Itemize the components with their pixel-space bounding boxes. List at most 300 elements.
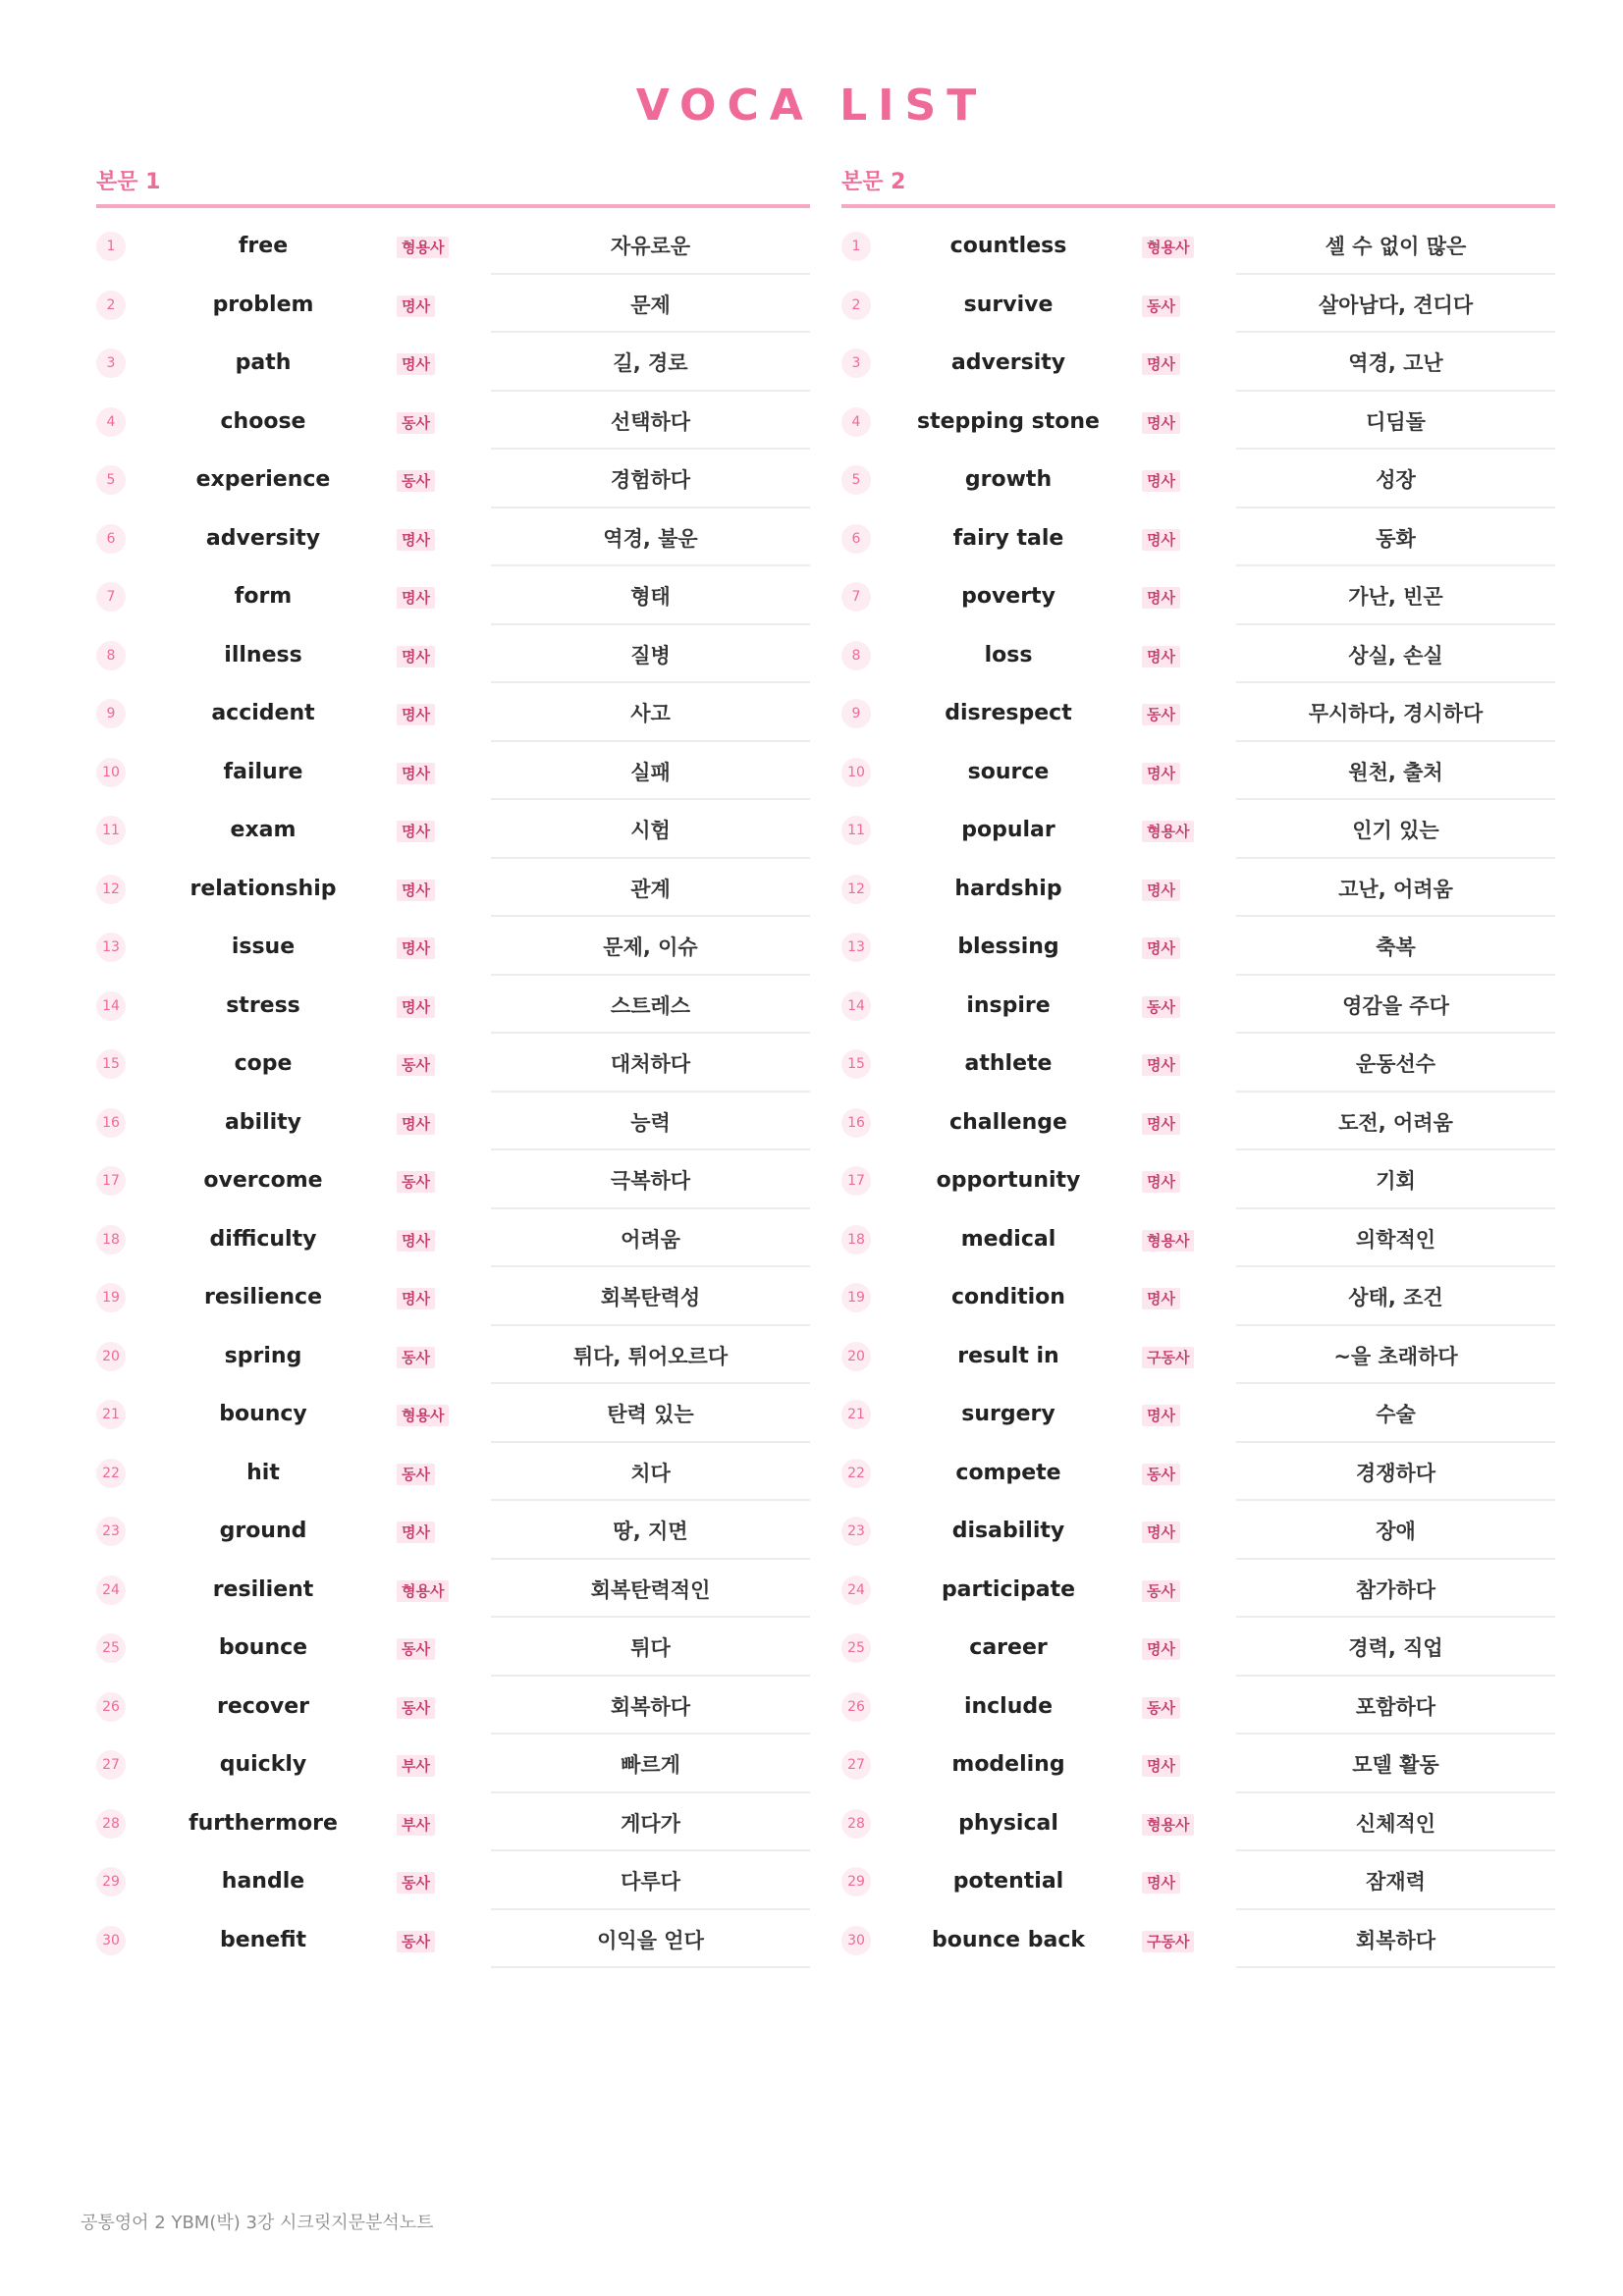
korean-meaning: 실패 <box>491 742 810 801</box>
vocab-row <box>96 1384 810 1443</box>
korean-meaning: 기회 <box>1236 1150 1555 1209</box>
english-word: adversity <box>205 525 321 551</box>
korean-meaning: 성장 <box>1236 450 1555 508</box>
korean-meaning: 다루다 <box>491 1851 810 1910</box>
item-number: 28 <box>96 1809 126 1839</box>
vocab-row <box>841 1209 1555 1268</box>
english-word: hardship <box>954 876 1062 901</box>
vocab-row <box>841 1326 1555 1385</box>
item-number: 11 <box>841 816 871 845</box>
part-of-speech-tag: 동사 <box>1142 1580 1180 1602</box>
vocab-row <box>96 859 810 918</box>
english-word: cope <box>234 1051 293 1076</box>
vocab-row <box>841 508 1555 567</box>
english-word: free <box>238 234 289 258</box>
item-number: 16 <box>841 1108 871 1138</box>
part-of-speech-tag: 형용사 <box>397 1580 449 1602</box>
korean-meaning: 모델 활동 <box>1236 1735 1555 1793</box>
korean-meaning: 고난, 어려움 <box>1236 859 1555 918</box>
korean-meaning: 도전, 어려움 <box>1236 1093 1555 1151</box>
korean-meaning: 셀 수 없이 많은 <box>1236 216 1555 275</box>
item-number: 13 <box>841 933 871 962</box>
item-number: 30 <box>96 1926 126 1955</box>
part-of-speech-tag: 명사 <box>397 529 435 551</box>
vocab-row <box>96 1501 810 1560</box>
section-divider <box>841 204 1555 208</box>
vocab-row <box>841 450 1555 508</box>
item-number: 14 <box>841 991 871 1021</box>
english-word: experience <box>195 467 331 492</box>
item-number: 23 <box>96 1517 126 1546</box>
item-number: 11 <box>96 816 126 845</box>
item-number: 6 <box>841 524 871 554</box>
english-word: illness <box>224 642 302 667</box>
vocab-row <box>841 800 1555 859</box>
english-word: source <box>967 759 1050 784</box>
vocab-row <box>841 275 1555 334</box>
item-number: 2 <box>96 291 126 320</box>
part-of-speech-tag: 명사 <box>397 821 435 842</box>
item-number: 12 <box>841 875 871 904</box>
english-word: athlete <box>964 1051 1053 1076</box>
english-word: growth <box>964 467 1053 492</box>
korean-meaning: 문제 <box>491 275 810 334</box>
part-of-speech-tag: 명사 <box>397 353 435 375</box>
vocab-row <box>841 976 1555 1035</box>
part-of-speech-tag: 동사 <box>1142 996 1180 1018</box>
korean-meaning: 대처하다 <box>491 1034 810 1093</box>
item-number: 16 <box>96 1108 126 1138</box>
part-of-speech-tag: 명사 <box>1142 470 1180 492</box>
part-of-speech-tag: 형용사 <box>1142 237 1194 258</box>
item-number: 3 <box>96 348 126 378</box>
korean-meaning: 문제, 이슈 <box>491 917 810 976</box>
item-number: 1 <box>841 232 871 261</box>
page-title: VOCA LIST <box>635 80 988 131</box>
korean-meaning: 이익을 얻다 <box>491 1910 810 1969</box>
vocab-row <box>96 800 810 859</box>
part-of-speech-tag: 명사 <box>397 704 435 725</box>
part-of-speech-tag: 형용사 <box>397 237 449 258</box>
vocab-row <box>841 1851 1555 1910</box>
vocab-row <box>96 1618 810 1677</box>
vocab-row <box>96 333 810 392</box>
korean-meaning: 축복 <box>1236 917 1555 976</box>
korean-meaning: 인기 있는 <box>1236 800 1555 859</box>
part-of-speech-tag: 명사 <box>1142 412 1180 434</box>
part-of-speech-tag: 형용사 <box>397 1405 449 1426</box>
vocab-row <box>96 392 810 451</box>
item-number: 30 <box>841 1926 871 1955</box>
english-word: form <box>234 584 293 609</box>
item-number: 26 <box>841 1692 871 1722</box>
part-of-speech-tag: 동사 <box>397 1697 435 1719</box>
item-number: 18 <box>841 1225 871 1255</box>
vocab-row <box>841 625 1555 684</box>
korean-meaning: 회복탄력성 <box>491 1267 810 1326</box>
item-number: 29 <box>841 1867 871 1896</box>
item-number: 9 <box>841 699 871 728</box>
vocab-row <box>841 1093 1555 1151</box>
korean-meaning: 경력, 직업 <box>1236 1618 1555 1677</box>
korean-meaning: 어려움 <box>491 1209 810 1268</box>
item-number: 19 <box>96 1283 126 1312</box>
vocab-row <box>96 976 810 1035</box>
vocab-row <box>841 917 1555 976</box>
korean-meaning: 관계 <box>491 859 810 918</box>
korean-meaning: 살아남다, 견디다 <box>1236 275 1555 334</box>
english-word: challenge <box>949 1109 1067 1135</box>
korean-meaning: 신체적인 <box>1236 1793 1555 1852</box>
item-number: 27 <box>96 1750 126 1780</box>
vocab-row <box>96 1677 810 1735</box>
vocab-row <box>96 1735 810 1793</box>
english-word: participate <box>941 1576 1076 1602</box>
korean-meaning: 회복하다 <box>491 1677 810 1735</box>
part-of-speech-tag: 동사 <box>397 412 435 434</box>
part-of-speech-tag: 동사 <box>397 1464 435 1485</box>
vocab-row <box>96 1910 810 1969</box>
vocab-row <box>96 742 810 801</box>
section-divider <box>96 204 810 208</box>
korean-meaning: 선택하다 <box>491 392 810 451</box>
english-word: bouncy <box>219 1402 307 1426</box>
part-of-speech-tag: 부사 <box>397 1814 435 1836</box>
item-number: 24 <box>96 1575 126 1605</box>
section-heading: 본문 2 <box>841 170 906 194</box>
item-number: 22 <box>841 1459 871 1488</box>
english-word: furthermore <box>189 1810 338 1836</box>
part-of-speech-tag: 동사 <box>397 1347 435 1368</box>
item-number: 19 <box>841 1283 871 1312</box>
korean-meaning: 참가하다 <box>1236 1560 1555 1619</box>
item-number: 29 <box>96 1867 126 1896</box>
english-word: problem <box>212 292 314 317</box>
vocab-row <box>841 1267 1555 1326</box>
part-of-speech-tag: 명사 <box>397 996 435 1018</box>
vocab-row <box>96 450 810 508</box>
vocab-row <box>841 216 1555 275</box>
part-of-speech-tag: 명사 <box>397 763 435 784</box>
english-word: disability <box>951 1519 1065 1543</box>
vocab-row <box>841 859 1555 918</box>
vocab-row <box>96 1560 810 1619</box>
korean-meaning: 땅, 지면 <box>491 1501 810 1560</box>
english-word: accident <box>211 701 315 725</box>
vocab-row <box>96 1093 810 1151</box>
korean-meaning: 역경, 고난 <box>1236 333 1555 392</box>
korean-meaning: 사고 <box>491 683 810 742</box>
part-of-speech-tag: 동사 <box>1142 295 1180 317</box>
item-number: 17 <box>96 1166 126 1196</box>
part-of-speech-tag: 명사 <box>1142 763 1180 784</box>
korean-meaning: 가난, 빈곤 <box>1236 566 1555 625</box>
korean-meaning: 잠재력 <box>1236 1851 1555 1910</box>
english-word: path <box>235 350 292 375</box>
english-word: poverty <box>961 584 1055 609</box>
korean-meaning: 역경, 불운 <box>491 508 810 567</box>
korean-meaning: 경쟁하다 <box>1236 1443 1555 1502</box>
vocab-row <box>96 1851 810 1910</box>
item-number: 22 <box>96 1459 126 1488</box>
korean-meaning: 수술 <box>1236 1384 1555 1443</box>
vocab-row <box>96 625 810 684</box>
korean-meaning: 회복탄력적인 <box>491 1560 810 1619</box>
item-number: 14 <box>96 991 126 1021</box>
item-number: 20 <box>96 1342 126 1371</box>
part-of-speech-tag: 명사 <box>397 880 435 901</box>
vocab-row <box>841 1501 1555 1560</box>
part-of-speech-tag: 동사 <box>397 470 435 492</box>
part-of-speech-tag: 형용사 <box>1142 1230 1194 1252</box>
item-number: 24 <box>841 1575 871 1605</box>
vocab-row <box>841 1150 1555 1209</box>
vocab-row <box>96 1793 810 1852</box>
vocab-row <box>841 1793 1555 1852</box>
part-of-speech-tag: 동사 <box>397 1054 435 1076</box>
part-of-speech-tag: 동사 <box>1142 1464 1180 1485</box>
item-number: 8 <box>96 641 126 670</box>
english-word: stress <box>226 992 300 1018</box>
part-of-speech-tag: 명사 <box>1142 1638 1180 1660</box>
english-word: stepping stone <box>917 408 1100 434</box>
part-of-speech-tag: 명사 <box>397 646 435 667</box>
item-number: 2 <box>841 291 871 320</box>
part-of-speech-tag: 동사 <box>397 1638 435 1660</box>
korean-meaning: 상태, 조건 <box>1236 1267 1555 1326</box>
korean-meaning: 원천, 출처 <box>1236 742 1555 801</box>
korean-meaning: 형태 <box>491 566 810 625</box>
item-number: 7 <box>96 582 126 612</box>
korean-meaning: 경험하다 <box>491 450 810 508</box>
korean-meaning: 자유로운 <box>491 216 810 275</box>
english-word: issue <box>231 934 296 959</box>
korean-meaning: 탄력 있는 <box>491 1384 810 1443</box>
part-of-speech-tag: 명사 <box>1142 529 1180 551</box>
english-word: resilience <box>203 1285 323 1309</box>
part-of-speech-tag: 명사 <box>1142 937 1180 959</box>
item-number: 28 <box>841 1809 871 1839</box>
item-number: 25 <box>841 1633 871 1663</box>
korean-meaning: 영감을 주다 <box>1236 976 1555 1035</box>
english-word: choose <box>220 408 306 434</box>
vocab-row <box>841 742 1555 801</box>
english-word: survive <box>963 292 1054 317</box>
part-of-speech-tag: 동사 <box>397 1931 435 1952</box>
vocab-row <box>841 1384 1555 1443</box>
item-number: 15 <box>96 1049 126 1079</box>
vocab-list <box>841 216 1555 1968</box>
part-of-speech-tag: 명사 <box>1142 1054 1180 1076</box>
english-word: include <box>963 1693 1054 1719</box>
item-number: 12 <box>96 875 126 904</box>
english-word: hit <box>246 1460 280 1485</box>
korean-meaning: 의학적인 <box>1236 1209 1555 1268</box>
vocab-row <box>841 333 1555 392</box>
english-word: modeling <box>951 1752 1065 1777</box>
part-of-speech-tag: 명사 <box>1142 880 1180 901</box>
korean-meaning: 극복하다 <box>491 1150 810 1209</box>
section-heading: 본문 1 <box>96 170 161 194</box>
part-of-speech-tag: 명사 <box>1142 1405 1180 1426</box>
item-number: 3 <box>841 348 871 378</box>
english-word: ability <box>224 1109 302 1135</box>
english-word: inspire <box>966 992 1051 1018</box>
vocab-row <box>841 1910 1555 1969</box>
item-number: 10 <box>841 758 871 787</box>
vocab-row <box>841 1560 1555 1619</box>
english-word: relationship <box>189 876 337 901</box>
english-word: bounce back <box>931 1927 1086 1952</box>
vocab-row <box>96 1150 810 1209</box>
vocab-row <box>96 683 810 742</box>
item-number: 4 <box>96 407 126 437</box>
vocab-row <box>841 392 1555 451</box>
english-word: overcome <box>203 1168 323 1193</box>
korean-meaning: 치다 <box>491 1443 810 1502</box>
korean-meaning: 회복하다 <box>1236 1910 1555 1969</box>
english-word: physical <box>958 1810 1058 1836</box>
item-number: 20 <box>841 1342 871 1371</box>
vocab-row <box>96 1209 810 1268</box>
part-of-speech-tag: 명사 <box>1142 1288 1180 1309</box>
item-number: 1 <box>96 232 126 261</box>
part-of-speech-tag: 명사 <box>397 295 435 317</box>
english-word: quickly <box>219 1752 307 1777</box>
item-number: 7 <box>841 582 871 612</box>
part-of-speech-tag: 명사 <box>1142 1113 1180 1135</box>
english-word: adversity <box>950 350 1066 375</box>
part-of-speech-tag: 명사 <box>1142 587 1180 609</box>
part-of-speech-tag: 동사 <box>1142 1697 1180 1719</box>
vocab-row <box>841 1443 1555 1502</box>
part-of-speech-tag: 명사 <box>397 1522 435 1543</box>
korean-meaning: 동화 <box>1236 508 1555 567</box>
vocab-row <box>96 1443 810 1502</box>
part-of-speech-tag: 명사 <box>397 1230 435 1252</box>
item-number: 26 <box>96 1692 126 1722</box>
english-word: result in <box>957 1343 1059 1368</box>
english-word: medical <box>960 1226 1056 1252</box>
korean-meaning: 질병 <box>491 625 810 684</box>
vocab-row <box>841 1735 1555 1793</box>
section-passage-2 <box>841 165 1555 1968</box>
footer-text: 공통영어 2 YBM(박) 3강 시크릿지문분석노트 <box>81 2213 434 2233</box>
english-word: benefit <box>219 1927 307 1952</box>
part-of-speech-tag: 명사 <box>1142 353 1180 375</box>
item-number: 4 <box>841 407 871 437</box>
part-of-speech-tag: 구동사 <box>1142 1347 1194 1368</box>
item-number: 5 <box>841 465 871 495</box>
korean-meaning: 길, 경로 <box>491 333 810 392</box>
vocab-row <box>96 1034 810 1093</box>
item-number: 21 <box>96 1400 126 1429</box>
korean-meaning: ~을 초래하다 <box>1236 1326 1555 1385</box>
english-word: potential <box>952 1869 1064 1894</box>
item-number: 13 <box>96 933 126 962</box>
english-word: career <box>969 1635 1048 1660</box>
part-of-speech-tag: 구동사 <box>1142 1931 1194 1952</box>
english-word: blessing <box>957 934 1059 959</box>
part-of-speech-tag: 명사 <box>397 937 435 959</box>
english-word: compete <box>955 1460 1061 1485</box>
part-of-speech-tag: 명사 <box>1142 646 1180 667</box>
vocab-row <box>841 1677 1555 1735</box>
item-number: 18 <box>96 1225 126 1255</box>
english-word: condition <box>951 1285 1065 1309</box>
item-number: 6 <box>96 524 126 554</box>
english-word: handle <box>221 1869 305 1894</box>
english-word: fairy tale <box>952 525 1064 551</box>
part-of-speech-tag: 명사 <box>397 1288 435 1309</box>
vocab-row <box>96 1267 810 1326</box>
part-of-speech-tag: 동사 <box>397 1171 435 1193</box>
part-of-speech-tag: 부사 <box>397 1755 435 1777</box>
korean-meaning: 디딤돌 <box>1236 392 1555 451</box>
item-number: 5 <box>96 465 126 495</box>
korean-meaning: 무시하다, 경시하다 <box>1236 683 1555 742</box>
vocab-row <box>96 566 810 625</box>
vocab-row <box>841 1034 1555 1093</box>
korean-meaning: 운동선수 <box>1236 1034 1555 1093</box>
vocab-row <box>841 683 1555 742</box>
english-word: opportunity <box>936 1168 1081 1193</box>
item-number: 21 <box>841 1400 871 1429</box>
english-word: bounce <box>218 1635 308 1660</box>
part-of-speech-tag: 명사 <box>1142 1522 1180 1543</box>
english-word: recover <box>216 1693 310 1719</box>
korean-meaning: 튀다, 튀어오르다 <box>491 1326 810 1385</box>
korean-meaning: 튀다 <box>491 1618 810 1677</box>
part-of-speech-tag: 명사 <box>397 1113 435 1135</box>
item-number: 23 <box>841 1517 871 1546</box>
korean-meaning: 시험 <box>491 800 810 859</box>
korean-meaning: 상실, 손실 <box>1236 625 1555 684</box>
vocab-row <box>96 1326 810 1385</box>
english-word: difficulty <box>209 1226 317 1252</box>
korean-meaning: 장애 <box>1236 1501 1555 1560</box>
part-of-speech-tag: 동사 <box>397 1872 435 1894</box>
section-passage-1 <box>96 165 810 1968</box>
english-word: surgery <box>961 1402 1055 1426</box>
korean-meaning: 스트레스 <box>491 976 810 1035</box>
part-of-speech-tag: 명사 <box>1142 1872 1180 1894</box>
part-of-speech-tag: 형용사 <box>1142 1814 1194 1836</box>
korean-meaning: 포함하다 <box>1236 1677 1555 1735</box>
english-word: countless <box>949 234 1067 258</box>
part-of-speech-tag: 형용사 <box>1142 821 1194 842</box>
item-number: 8 <box>841 641 871 670</box>
english-word: disrespect <box>945 701 1072 725</box>
vocab-row <box>841 566 1555 625</box>
item-number: 17 <box>841 1166 871 1196</box>
vocab-row <box>96 275 810 334</box>
item-number: 9 <box>96 699 126 728</box>
english-word: exam <box>230 818 297 842</box>
vocab-row <box>96 917 810 976</box>
part-of-speech-tag: 명사 <box>1142 1755 1180 1777</box>
korean-meaning: 능력 <box>491 1093 810 1151</box>
english-word: loss <box>984 642 1033 667</box>
korean-meaning: 게다가 <box>491 1793 810 1852</box>
english-word: popular <box>961 818 1055 842</box>
item-number: 25 <box>96 1633 126 1663</box>
item-number: 27 <box>841 1750 871 1780</box>
vocab-list <box>96 216 810 1968</box>
part-of-speech-tag: 명사 <box>397 587 435 609</box>
part-of-speech-tag: 동사 <box>1142 704 1180 725</box>
english-word: ground <box>219 1519 307 1543</box>
